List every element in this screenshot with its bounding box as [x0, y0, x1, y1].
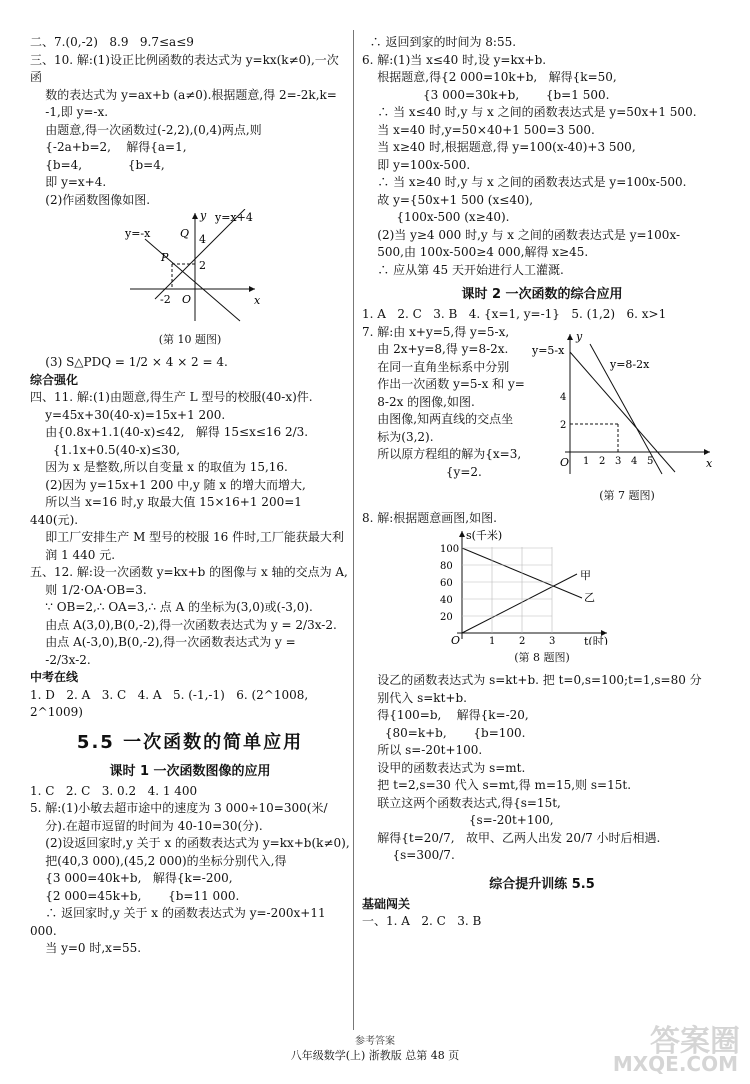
fig8-ylabel: s(千米) — [466, 529, 503, 542]
answer-line: 500,由 100x-500≥4 000,解得 x≥45. — [362, 245, 589, 259]
answer-line: {s=300/7. — [362, 848, 455, 862]
fig8-origin: O — [451, 634, 461, 645]
answer-line: 设甲的函数表达式为 s=mt. — [362, 760, 526, 775]
answer-line: 所以 s=-20t+100. — [362, 743, 483, 757]
answer-line: 分).在超市逗留的时间为 40-10=30(分). — [30, 818, 263, 833]
figure-8 — [362, 527, 722, 645]
fig10-point-p: P — [161, 251, 169, 264]
answer-line: -1,即 y=-x. — [30, 105, 109, 119]
fig8-tick-x: 3 — [549, 636, 556, 645]
fig10-axis-x: x — [254, 294, 261, 307]
answer-line: 当 y=0 时,x=55. — [30, 941, 142, 955]
answer-line: ∵ OB=2,∴ OA=3,∴ 点 A 的坐标为(3,0)或(-3,0). — [30, 600, 313, 614]
answer-line: {80=k+b, {b=100. — [362, 725, 526, 740]
answer-line: {y=2. — [362, 464, 482, 479]
answer-line: (2)设返回家时,y 关于 x 的函数表达式为 y=kx+b(k≠0), — [30, 836, 350, 850]
fig8-tick-x: 1 — [489, 636, 496, 645]
fig7-tick-x: 3 — [615, 455, 622, 467]
section-title-5-5: 5.5 一次函数的简单应用 — [76, 731, 304, 753]
answer-line: {s=-20t+100, — [362, 813, 554, 827]
fig10-axis-y: y — [200, 209, 207, 222]
left-lines-b — [30, 389, 350, 669]
lesson-2-title: 课时 2 一次函数的综合应用 — [461, 287, 623, 302]
fig8-xlabel: t(时) — [584, 635, 609, 645]
answer-line: 当 x=40 时,y=50×40+1 500=3 500. — [362, 122, 595, 137]
answer-line: 把(40,3 000),(45,2 000)的坐标分别代入,得 — [30, 853, 287, 868]
answer-line: 由图像,知两直线的交点坐 — [362, 412, 514, 426]
fig7-tick-y: 2 — [560, 419, 567, 431]
answer-line: -2/3x-2. — [30, 652, 91, 667]
answer-line: 二、7.(0,-2) 8.9 9.7≤a≤9 — [30, 35, 194, 49]
answer-line: 标为(3,2). — [362, 429, 434, 444]
answer-line: 因为 x 是整数,所以自变量 x 的取值为 15,16. — [30, 460, 288, 474]
answer-line: 作出一次函数 y=5-x 和 y= — [362, 377, 525, 391]
fig10-line-y-neg-x — [145, 239, 240, 321]
fig10-tick-neg2: -2 — [160, 293, 171, 306]
answer-line: 所以当 x=16 时,y 取最大值 15×16+1 200=1 440(元). — [30, 495, 306, 527]
answer-line: 则 1/2·OA·OB=3. — [30, 582, 147, 597]
answer-line: 1. C 2. C 3. 0.2 4. 1 400 — [30, 783, 198, 798]
fig10-tick-4: 4 — [199, 233, 206, 246]
answer-line: 故 y={50x+1 500 (x≤40), — [362, 192, 534, 207]
q7-lines — [362, 324, 542, 482]
answer-line: {b=4, {b=4, — [30, 157, 165, 172]
lesson-1-title: 课时 1 一次函数图像的应用 — [109, 763, 271, 779]
right-lines-a — [362, 34, 722, 279]
answer-line: 当 x≥40 时,根据题意,得 y=100(x-40)+3 500, — [362, 140, 636, 154]
answer-line: ∴ 返回到家的时间为 8:55. — [362, 35, 517, 49]
answer-line: 由点 A(3,0),B(0,-2),得一次函数表达式为 y = 2/3x-2. — [30, 617, 337, 632]
section-jichu: 基础闯关 — [362, 896, 411, 911]
answer-line: 五、12. 解:设一次函数 y=kx+b 的图像与 x 轴的交点为 A, — [30, 565, 348, 579]
left-lines-a — [30, 34, 350, 209]
answer-line: 5. 解:(1)小敏去超市途中的速度为 3 000÷10=300(米/ — [30, 801, 328, 815]
jichu-answers: 一、1. A 2. C 3. B — [362, 914, 482, 928]
fig8-tick-y: 60 — [440, 578, 453, 589]
answer-line: 润 1 440 元. — [30, 547, 116, 562]
answer-line: 数的表达式为 y=ax+b (a≠0).根据题意,得 2=-2k,k= — [30, 87, 337, 102]
lesson-2-answers: 1. A 2. C 3. B 4. {x=1, y=-1} 5. (1,2) 6. x>1 — [362, 307, 667, 321]
left-lines-c — [30, 783, 350, 958]
answer-line: 6. 解:(1)当 x≤40 时,设 y=kx+b. — [362, 52, 547, 67]
fig8-caption: (第 8 题图) — [514, 651, 570, 664]
fig10-point-q: Q — [180, 227, 190, 240]
answer-line: (2)当 y≥4 000 时,y 与 x 之间的函数表达式是 y=100x- — [362, 227, 681, 242]
fig8-tick-y: 100 — [440, 544, 460, 555]
answer-line: 由 2x+y=8,得 y=8-2x. — [362, 342, 509, 356]
fig7-label-8-2x: y=8-2x — [610, 357, 650, 371]
answer-line: 即 y=100x-500. — [362, 157, 471, 172]
answer-line: ∴ 返回家时,y 关于 x 的函数表达式为 y=-200x+11 000. — [30, 906, 330, 938]
footer-top: 参考答案 — [355, 1036, 395, 1047]
title-zonghe-tisheng: 综合提升训练 5.5 — [489, 876, 595, 892]
figure-10 — [30, 209, 350, 327]
left-column — [30, 34, 350, 958]
answer-line: 得{100=b, 解得{k=-20, — [362, 708, 529, 722]
answer-line: ∴ 当 x≤40 时,y 与 x 之间的函数表达式是 y=50x+1 500. — [362, 105, 697, 119]
fig7-tick-x: 1 — [583, 455, 590, 467]
fig7-axis-y: y — [576, 329, 583, 343]
fig8-line-jia — [462, 574, 577, 633]
answer-line: 三、10. 解:(1)设正比例函数的表达式为 y=kx(k≠0),一次函 — [30, 52, 339, 84]
answer-line: {-2a+b=2, 解得{a=1, — [30, 140, 187, 154]
answer-line: 即工厂安排生产 M 型号的校服 16 件时,工厂能获最大利 — [30, 530, 344, 544]
answer-line: 四、11. 解:(1)由题意,得生产 L 型号的校服(40-x)件. — [30, 390, 313, 404]
answer-line: {1.1x+0.5(40-x)≤30, — [30, 442, 181, 457]
answer-line: ∴ 应从第 45 天开始进行人工灌溉. — [362, 262, 564, 277]
answer-line: (2)作函数图像如图. — [30, 192, 151, 207]
answer-line: 由题意,得一次函数过(-2,2),(0,4)两点,则 — [30, 122, 262, 137]
right-lines-b — [362, 672, 722, 865]
q8-intro: 8. 解:根据题意画图,如图. — [362, 510, 497, 525]
fig10-tick-2: 2 — [199, 259, 206, 272]
fig10-label-y-neg-x: y=-x — [125, 227, 151, 240]
column-divider — [353, 30, 354, 1030]
answer-line: 8-2x 的图像,如图. — [362, 394, 475, 409]
answer-line: ∴ 当 x≥40 时,y 与 x 之间的函数表达式是 y=100x-500. — [362, 175, 687, 189]
figure-7 — [530, 324, 720, 486]
footer-bottom: 八年级数学(上) 浙教版 总第 48 页 — [290, 1049, 460, 1062]
answer-line: 别代入 s=kt+b. — [362, 690, 467, 705]
fig7-tick-x: 2 — [599, 455, 606, 467]
fig7-origin: O — [560, 455, 570, 469]
answer-line: 解得{t=20/7, 故甲、乙两人出发 20/7 小时后相遇. — [362, 830, 661, 845]
answer-line: 联立这两个函数表达式,得{s=15t, — [362, 795, 561, 810]
fig10-caption: (第 10 题图) — [158, 333, 222, 346]
fig7-tick-x: 5 — [647, 455, 654, 467]
right-column — [362, 34, 722, 931]
fig8-tick-y: 80 — [440, 561, 453, 572]
answer-line: 根据题意,得{2 000=10k+b, 解得{k=50, — [362, 70, 617, 84]
answer-line: {2 000=45k+b, {b=11 000. — [30, 888, 240, 903]
fig8-tick-x: 2 — [519, 636, 526, 645]
answer-line: 设乙的函数表达式为 s=kt+b. 把 t=0,s=100;t=1,s=80 分 — [362, 673, 702, 687]
fig8-label-jia: 甲 — [580, 569, 591, 582]
answer-line: 由{0.8x+1.1(40-x)≤42, 解得 15≤x≤16 2/3. — [30, 425, 309, 439]
answer-line: (2)因为 y=15x+1 200 中,y 随 x 的增大而增大, — [30, 477, 306, 492]
answer-line: {100x-500 (x≥40). — [362, 210, 510, 224]
fig10-label-y-x-plus-4: y=x+4 — [215, 211, 253, 224]
answer-line: 所以原方程组的解为{x=3, — [362, 447, 522, 461]
zhongkao-answers: 1. D 2. A 3. C 4. A 5. (-1,-1) 6. (2^1008, 2^1009) — [30, 687, 313, 719]
fig7-tick-x: 4 — [631, 455, 638, 467]
answer-line: 在同一直角坐标系中分别 — [362, 359, 510, 374]
fig7-axis-x: x — [706, 456, 713, 470]
answer-line: 7. 解:由 x+y=5,得 y=5-x, — [362, 324, 510, 339]
fig7-label-5-x: y=5-x — [532, 343, 565, 357]
fig8-tick-y: 20 — [440, 612, 453, 623]
watermark-logo: 答案圈 — [650, 1024, 740, 1059]
answer-line: y=45x+30(40-x)=15x+1 200. — [30, 407, 226, 422]
answer-line: 即 y=x+4. — [30, 175, 107, 189]
fig10-origin: O — [182, 293, 192, 306]
section-zhongkao: 中考在线 — [30, 670, 79, 684]
answer-line: 把 t=2,s=30 代入 s=mt,得 m=15,则 s=15t. — [362, 778, 632, 792]
q7-block — [362, 324, 722, 486]
left-area-line: (3) S△PDQ = 1/2 × 4 × 2 = 4. — [30, 355, 228, 369]
watermark-url: MXQE.COM — [612, 1052, 738, 1076]
fig7-tick-y: 4 — [560, 391, 567, 403]
fig7-caption: (第 7 题图) — [599, 488, 655, 502]
fig8-tick-y: 40 — [440, 595, 453, 606]
answer-line: {3 000=40k+b, 解得{k=-200, — [30, 871, 233, 885]
answer-line: 由点 A(-3,0),B(0,-2),得一次函数表达式为 y = — [30, 635, 296, 649]
fig8-label-yi: 乙 — [584, 591, 595, 604]
section-zonghe: 综合强化 — [30, 372, 79, 387]
answer-line: {3 000=30k+b, {b=1 500. — [362, 87, 610, 102]
